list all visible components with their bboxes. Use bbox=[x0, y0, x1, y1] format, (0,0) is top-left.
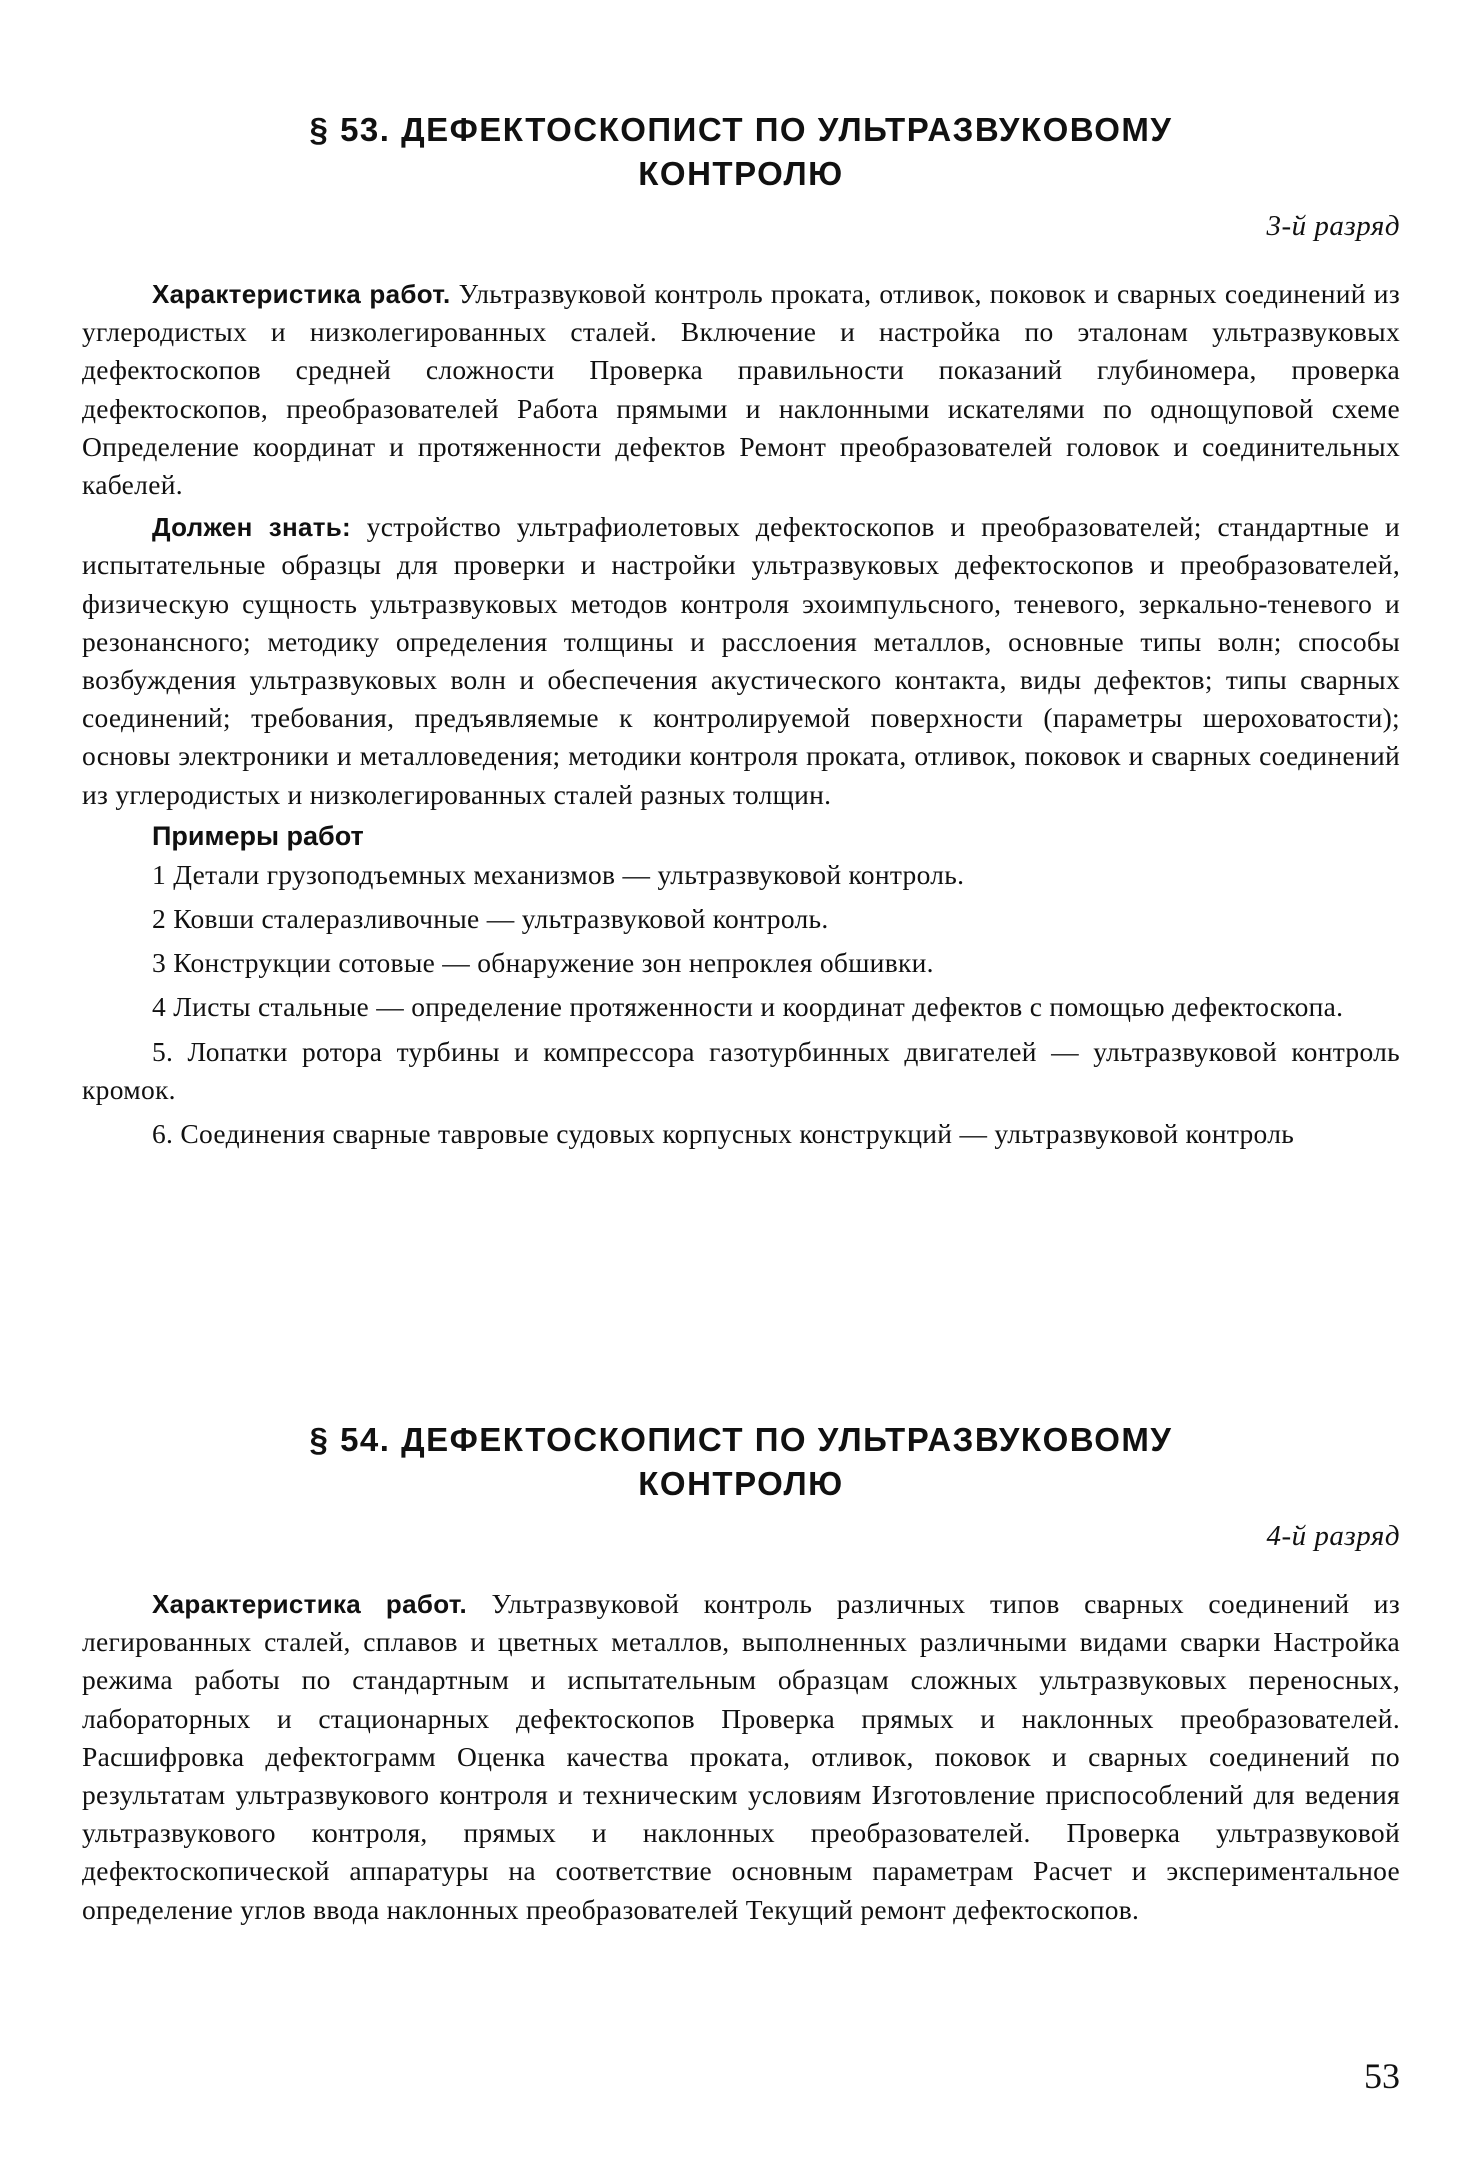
section-53-example-item: 3 Конструкции сотовые — обнаружение зон непроклея обшивки. bbox=[152, 947, 934, 979]
section-53-title-line1: § 53. ДЕФЕКТОСКОПИСТ ПО УЛЬТРАЗВУКОВОМУ bbox=[309, 111, 1173, 148]
section-53-examples-title: Примеры работ bbox=[152, 820, 364, 851]
section-54-characteristics-label: Характеристика работ. bbox=[152, 1589, 467, 1619]
section-54-title bbox=[82, 1418, 1400, 1506]
section-53 bbox=[82, 108, 1400, 1159]
section-53-characteristics bbox=[82, 275, 1400, 504]
section-53-example-item: 1 Детали грузоподъемных механизмов — ультразвуковой контроль. bbox=[152, 858, 965, 890]
section-53-knowledge-text: устройство ультрафиолетовых дефектоскопов и преобразователей; стандартные и испытательные образцы для проверки и настройки ультразвуковых дефектоскопов и преобразователей, физическую сущность ультразвуковых методов контроля эхоимпульсного, теневого, зеркально-теневого и резонансного; методику определения толщины и расслоения металлов, основные типы волн; способы возбуждения ультразвуковых волн и обеспечения акустического контакта, виды дефектов; типы сварных соединений; требования, предъявляемые к контролируемой поверхности (параметры шероховатости); основы электроники и металловедения; методики контроля проката, отливок, поковок и сварных соединений из углеродистых и низколегированных сталей разных толщин. bbox=[82, 511, 1400, 810]
section-53-grade: 3-й разряд bbox=[1266, 210, 1400, 242]
section-53-example-item: 4 Листы стальные — определение протяженности и координат дефектов с помощью дефектоскопа. bbox=[152, 991, 1344, 1023]
section-54-grade: 4-й разряд bbox=[1266, 1520, 1400, 1552]
section-54-title-line2: КОНТРОЛЮ bbox=[638, 1465, 844, 1502]
section-54-characteristics bbox=[82, 1585, 1400, 1929]
section-54 bbox=[82, 1418, 1400, 1929]
section-54-title-line1: § 54. ДЕФЕКТОСКОПИСТ ПО УЛЬТРАЗВУКОВОМУ bbox=[309, 1421, 1173, 1458]
section-53-title-line2: КОНТРОЛЮ bbox=[638, 155, 844, 192]
section-53-example-item: 6. Соединения сварные тавровые судовых корпусных конструкций — ультразвуковой контроль bbox=[152, 1118, 1295, 1150]
section-53-example-item: 2 Ковши сталеразливочные — ультразвуковой контроль. bbox=[152, 903, 829, 935]
section-54-characteristics-text: Ультразвуковой контроль различных типов сварных соединений из легированных сталей, сплавов и цветных металлов, выполненных различными видами сварки Настройка режима работы по стандартным и испытательным образцам сложных ультразвуковых переносных, лабораторных и стационарных дефектоскопов Проверка прямых и наклонных преобразователей. Расшифровка дефектограмм Оценка качества проката, отливок, поковок и сварных соединений по результатам ультразвукового контроля и техническим условиям Изготовление приспособлений для ведения ультразвукового контроля, прямых и наклонных преобразователей. Проверка ультразвуковой дефектоскопической аппаратуры на соответствие основным параметрам Расчет и экспериментальное определение углов ввода наклонных преобразователей Текущий ремонт дефектоскопов. bbox=[82, 1588, 1400, 1925]
page-number: 53 bbox=[1364, 2056, 1400, 2096]
section-53-example-item: 5. Лопатки ротора турбины и компрессора газотурбинных двигателей — ультразвуковой контроль кромок. bbox=[82, 1035, 1400, 1105]
section-53-knowledge bbox=[82, 508, 1400, 814]
section-53-characteristics-text: Ультразвуковой контроль проката, отливок, поковок и сварных соединений из углеродистых и низколегированных сталей. Включение и настройка по эталонам ультразвуковых дефектоскопов средней сложности Проверка правильности показаний глубиномера, проверка дефектоскопов, преобразователей Работа прямыми и наклонными искателями по однощуповой схеме Определение координат и протяженности дефектов Ремонт преобразователей головок и соединительных кабелей. bbox=[82, 278, 1400, 501]
section-53-characteristics-label: Характеристика работ. bbox=[152, 279, 451, 309]
section-53-knowledge-label: Должен знать: bbox=[152, 512, 351, 543]
section-53-title bbox=[82, 108, 1400, 196]
